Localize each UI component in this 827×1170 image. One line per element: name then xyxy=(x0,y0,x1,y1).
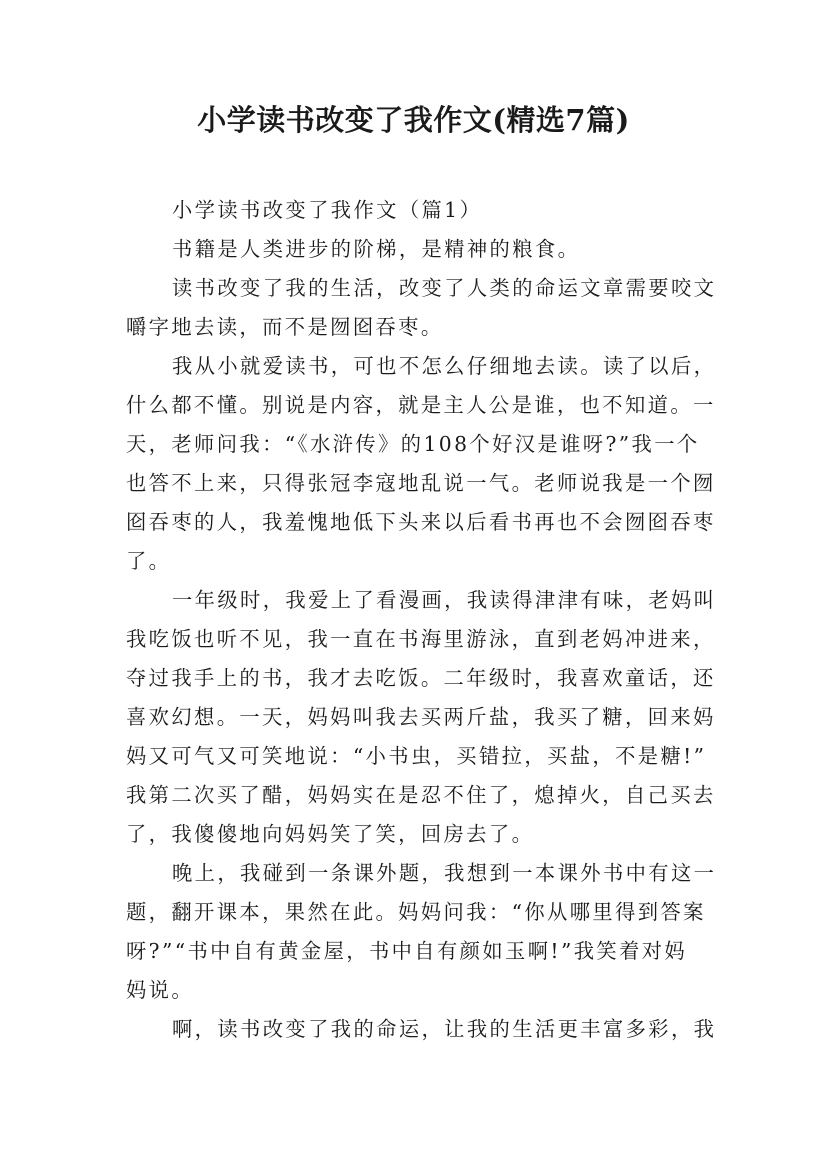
paragraph-line: 呀?”“书中自有黄金屋，书中自有颜如玉啊!”我笑着对妈 xyxy=(126,939,688,963)
paragraph-line: 书籍是人类进步的阶梯，是精神的粮食。 xyxy=(172,237,581,261)
paragraph-line: 妈又可气又可笑地说：“小书虫，买错拉，买盐，不是糖!” xyxy=(126,744,707,768)
document-title: 小学读书改变了我作文(精选7篇) xyxy=(197,103,630,137)
paragraph-line: 天，老师问我：“《水浒传》的108个好汉是谁呀?”我一个 xyxy=(126,432,700,456)
paragraph-line: 我吃饭也听不见，我一直在书海里游泳，直到老妈冲进来， xyxy=(126,627,716,651)
paragraph-line: 了，我傻傻地向妈妈笑了笑，回房去了。 xyxy=(126,822,535,846)
paragraph-line: 喜欢幻想。一天，妈妈叫我去买两斤盐，我买了糖，回来妈 xyxy=(126,705,716,729)
paragraph-line: 我第二次买了醋，妈妈实在是忍不住了，熄掉火，自己买去 xyxy=(126,783,716,807)
paragraph-line: 题，翻开课本，果然在此。妈妈问我：“你从哪里得到答案 xyxy=(126,900,706,924)
section-heading: 小学读书改变了我作文（篇1） xyxy=(172,198,483,222)
paragraph-line: 什么都不懂。别说是内容，就是主人公是谁，也不知道。一 xyxy=(126,393,716,417)
paragraph-line: 一年级时，我爱上了看漫画，我读得津津有味，老妈叫 xyxy=(172,588,717,612)
paragraph-line: 啊，读书改变了我的命运，让我的生活更丰富多彩，我 xyxy=(172,1017,717,1041)
paragraph-line: 晚上，我碰到一条课外题，我想到一本课外书中有这一 xyxy=(172,861,717,885)
paragraph-line: 我从小就爱读书，可也不怎么仔细地去读。读了以后， xyxy=(172,354,717,378)
document-body xyxy=(126,191,716,1049)
paragraph-line: 夺过我手上的书，我才去吃饭。二年级时，我喜欢童话，还 xyxy=(126,666,716,690)
paragraph-line: 了。 xyxy=(126,549,172,573)
paragraph-line: 读书改变了我的生活，改变了人类的命运文章需要咬文 xyxy=(172,276,717,300)
paragraph-line: 嚼字地去读，而不是囫囵吞枣。 xyxy=(126,315,444,339)
paragraph-line: 也答不上来，只得张冠李寇地乱说一气。老师说我是一个囫 xyxy=(126,471,716,495)
paragraph-line: 妈说。 xyxy=(126,978,195,1002)
paragraph-line: 囵吞枣的人，我羞愧地低下头来以后看书再也不会囫囵吞枣 xyxy=(126,510,716,534)
